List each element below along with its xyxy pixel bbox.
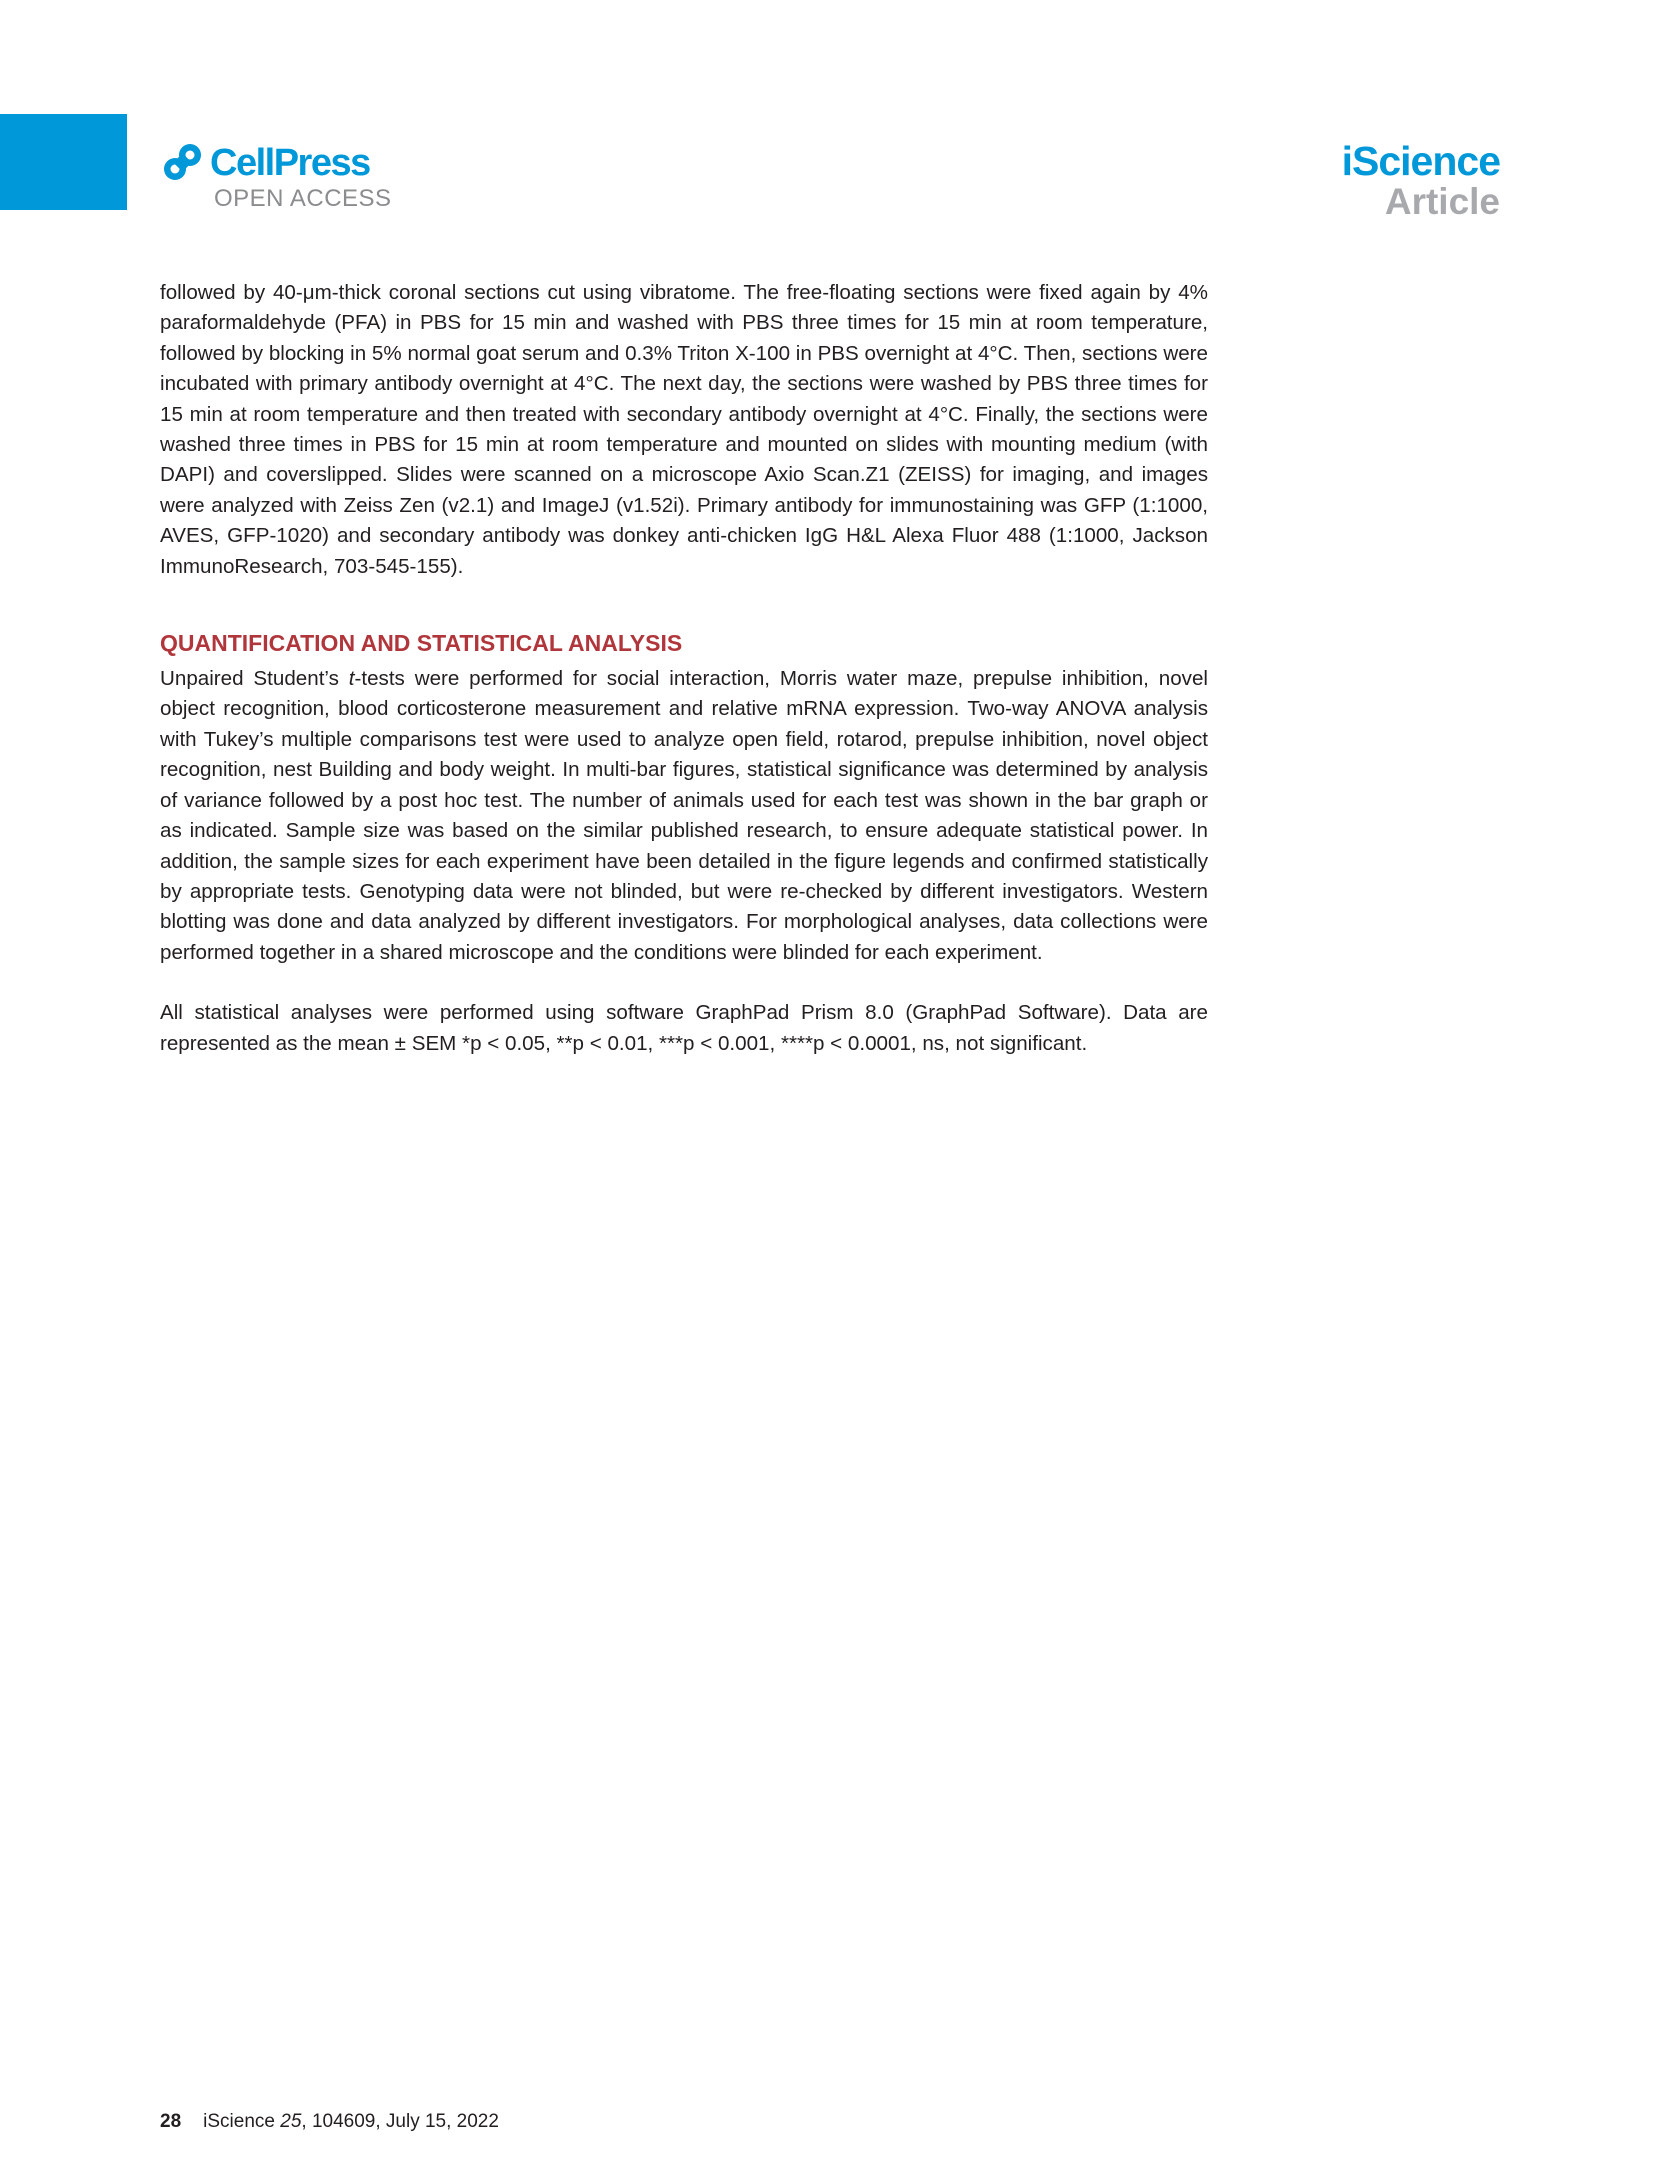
page-number: 28	[160, 2111, 182, 2132]
page-footer	[160, 2110, 499, 2134]
methods-continuation-paragraph: followed by 40-μm-thick coronal sections cut using vibratome. The free-floating sections were fixed again by 4% paraformaldehyde (PFA) in PBS for 15 min and washed with PBS three times for 15 min at room temperature, followed by blocking in 5% normal goat serum and 0.3% Triton X-100 in PBS overnight at 4°C. Then, sections were incubated with primary antibody overnight at 4°C. The next day, the sections were washed by PBS three times for 15 min at room temperature and then treated with secondary antibody overnight at 4°C. Finally, the sections were washed three times in PBS for 15 min at room temperature and mounted on slides with mounting medium (with DAPI) and coverslipped. Slides were scanned on a microscope Axio Scan.Z1 (ZEISS) for imaging, and images were analyzed with Zeiss Zen (v2.1) and ImageJ (v1.52i). Primary antibody for immunostaining was GFP (1:1000, AVES, GFP-1020) and secondary antibody was donkey anti-chicken IgG H&L Alexa Fluor 488 (1:1000, Jackson ImmunoResearch, 703-545-155).	[160, 281, 1208, 578]
logo-name: CellPress	[210, 142, 370, 184]
journal-header	[1342, 138, 1500, 222]
software-paragraph: All statistical analyses were performed using software GraphPad Prism 8.0 (GraphPad Software). Data are represented as the mean ± SEM *p < 0.05, **p < 0.01, ***p < 0.001, ****p < 0.0001, ns, not significant.	[160, 1001, 1208, 1055]
article-type: Article	[1384, 181, 1500, 222]
statistics-text-start: Unpaired Student’s	[160, 667, 349, 691]
footer-journal: iScience	[203, 2111, 281, 2132]
statistics-paragraph	[160, 664, 1208, 968]
statistics-text-rest: -tests were performed for social interaction, Morris water maze, prepulse inhibition, novel object recognition, blood corticosterone measurement and relative mRNA expression. Two-way ANOVA analysis with Tukey’s multiple comparisons test were used to analyze open field, rotarod, prepulse inhibition, novel object recognition, nest Building and body weight. In multi-bar figures, statistical significance was determined by analysis of variance followed by a post hoc test. The number of animals used for each test was shown in the bar graph or as indicated. Sample size was based on the similar published research, to ensure adequate statistical power. In addition, the sample sizes for each experiment have been detailed in the figure legends and confirmed statistically by appropriate tests. Genotyping data were not blinded, but were re-checked by different investigators. Western blotting was done and data analyzed by different investigators. For morphological analyses, data collections were performed together in a shared microscope and the conditions were blinded for each experiment.	[160, 667, 1208, 964]
article-body	[160, 278, 1208, 1059]
section-heading: QUANTIFICATION AND STATISTICAL ANALYSIS	[160, 630, 683, 657]
header-color-block	[0, 114, 127, 210]
journal-name: iScience	[1341, 138, 1500, 184]
footer-volume: 25	[280, 2111, 302, 2132]
cellpress-logo[interactable]	[160, 140, 400, 215]
logo-subtitle: OPEN ACCESS	[214, 185, 392, 212]
cellpress-mark-icon	[160, 140, 206, 186]
footer-citation: , 104609, July 15, 2022	[301, 2111, 499, 2132]
statistics-italic-t: t	[348, 667, 355, 691]
